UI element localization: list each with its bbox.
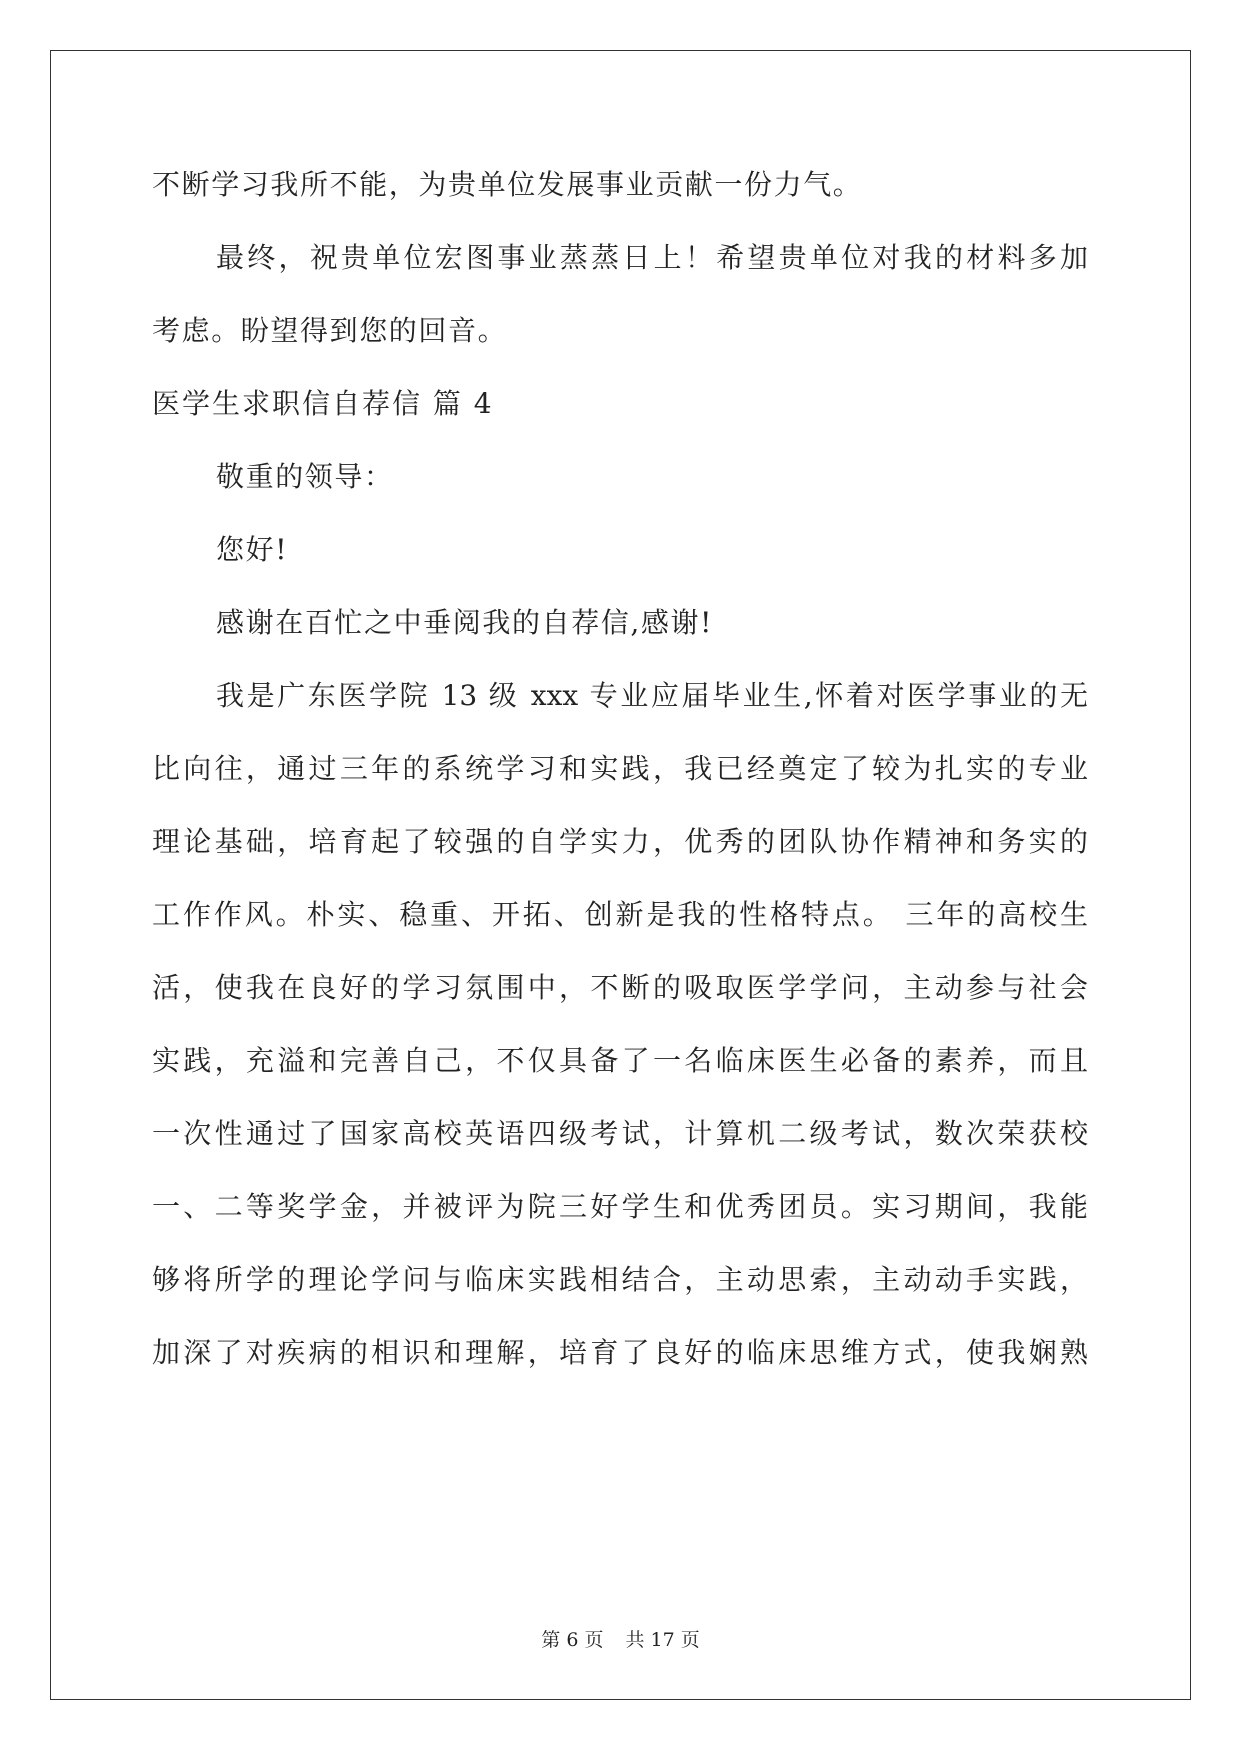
text-line: 加深了对疾病的相识和理解，培育了良好的临床思维方式，使我娴熟 — [152, 1336, 1088, 1369]
page-number-total: 共 17 页 — [625, 1629, 700, 1651]
page-footer — [0, 1628, 1241, 1652]
text-line: 实践，充溢和完善自己，不仅具备了一名临床医生必备的素养，而且 — [152, 1044, 1088, 1077]
text-line: 最终，祝贵单位宏图事业蒸蒸日上！希望贵单位对我的材料多加 — [216, 241, 1088, 274]
section-heading: 医学生求职信自荐信 篇 4 — [152, 387, 494, 420]
text-line: 比向往，通过三年的系统学习和实践，我已经奠定了较为扎实的专业 — [152, 752, 1088, 785]
text-line: 够将所学的理论学问与临床实践相结合，主动思索，主动动手实践， — [152, 1263, 1088, 1296]
text-line: 工作作风。朴实、稳重、开拓、创新是我的性格特点。 三年的高校生 — [152, 898, 1088, 931]
text-line: 我是广东医学院 13 级 xxx 专业应届毕业生,怀着对医学事业的无 — [216, 679, 1088, 712]
page-border — [50, 50, 1191, 1700]
text-line: 活，使我在良好的学习氛围中，不断的吸取医学学问，主动参与社会 — [152, 971, 1088, 1004]
salutation: 敬重的领导： — [216, 460, 394, 493]
text-line: 不断学习我所不能，为贵单位发展事业贡献一份力气。 — [152, 168, 863, 201]
text-line: 考虑。盼望得到您的回音。 — [152, 314, 508, 347]
text-line: 一、二等奖学金，并被评为院三好学生和优秀团员。实习期间，我能 — [152, 1190, 1088, 1223]
text-line: 理论基础，培育起了较强的自学实力，优秀的团队协作精神和务实的 — [152, 825, 1088, 858]
text-line: 感谢在百忙之中垂阅我的自荐信,感谢! — [216, 606, 713, 639]
greeting: 您好! — [216, 533, 289, 566]
text-line: 一次性通过了国家高校英语四级考试，计算机二级考试，数次荣获校 — [152, 1117, 1088, 1150]
page-number-current: 第 6 页 — [541, 1629, 604, 1651]
